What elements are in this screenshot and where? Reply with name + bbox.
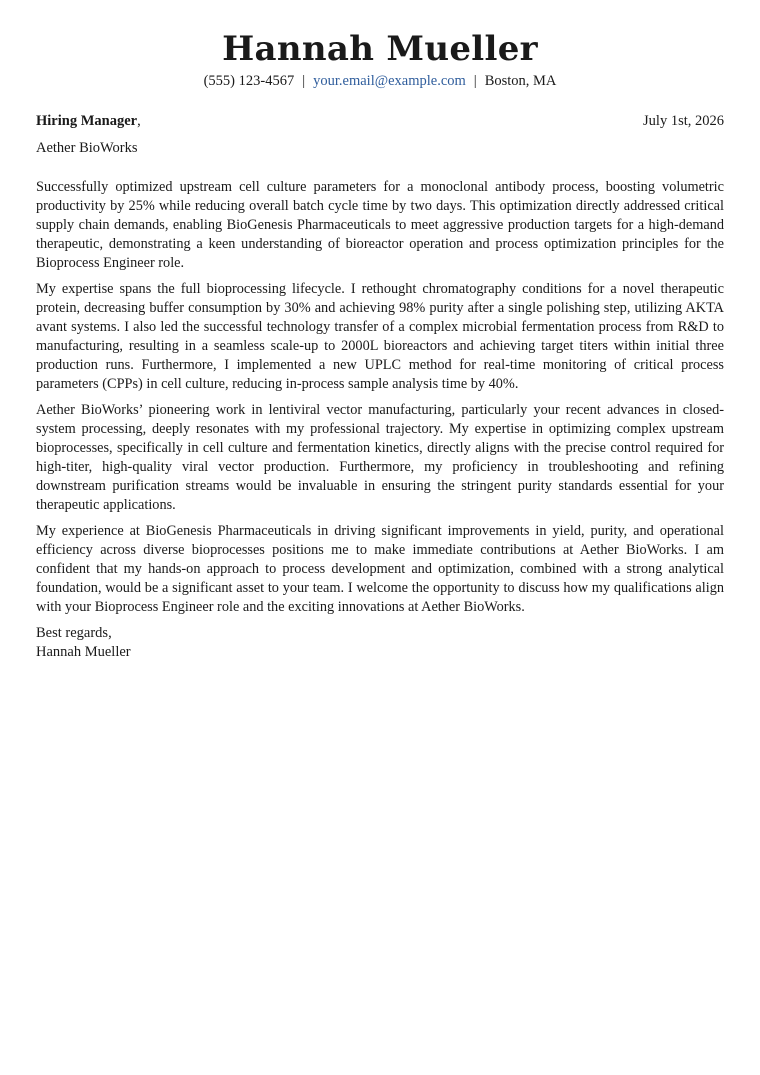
contact-line [36, 72, 724, 90]
recipient-company: Aether BioWorks [36, 140, 138, 156]
body-paragraph: Successfully optimized upstream cell culture parameters for a monoclonal antibody process, boosting volumetric productivity by 25% while reducing overall batch cycle time by two days. This optimization directly addressed critical supply chain demands, enabling BioGenesis Pharmaceuticals to meet aggressive production targets for a high-demand therapeutic, demonstrating a keen understanding of bioreactor operation and process optimization principles for the Bioprocess Engineer role. [36, 179, 724, 271]
contact-separator: | [473, 73, 477, 89]
recipient [36, 112, 141, 130]
applicant-name: Hannah Mueller [222, 29, 538, 69]
salutation-row [36, 112, 724, 130]
letter-date: July 1st, 2026 [643, 113, 724, 129]
email-link[interactable]: your.email@example.com [313, 73, 466, 89]
phone-number: (555) 123-4567 [203, 73, 295, 89]
body-paragraph: My experience at BioGenesis Pharmaceuticals in driving significant improvements in yield, purity, and operational efficiency across diverse bioprocesses positions me to make immediate contributions at Aether BioWorks. I am confident that my hands-on approach to process development and optimization, combined with a strong analytical foundation, would be a significant asset to your team. I welcome the opportunity to discuss how my qualifications align with your Bioprocess Engineer role and the exciting innovations at Aether BioWorks. [36, 523, 724, 615]
recipient-suffix: , [137, 113, 141, 129]
body-paragraph: My expertise spans the full bioprocessing lifecycle. I rethought chromatography conditions for a novel therapeutic protein, decreasing buffer consumption by 30% and achieving 98% purity after a single polishing step, utilizing AKTA avant systems. I also led the successful technology transfer of a complex microbial fermentation process from R&D to manufacturing, resulting in a seamless scale-up to 2000L bioreactors and achieving target titers within initial three production runs. Furthermore, I implemented a new UPLC method for real-time monitoring of critical process parameters (CPPs) in cell culture, reducing in-process sample analysis time by 40%. [36, 281, 724, 392]
signature-name: Hannah Mueller [36, 644, 131, 660]
location: Boston, MA [484, 73, 557, 89]
body-paragraph: Aether BioWorks’ pioneering work in lentiviral vector manufacturing, particularly your recent advances in closed-system processing, deeply resonates with my professional trajectory. My expertise in optimizing complex upstream bioprocesses, specifically in cell culture and fermentation kinetics, directly aligns with the precise control required for high-titer, high-quality viral vector production. Furthermore, my proficiency in troubleshooting and refining downstream purification streams would be invaluable in ensuring the stringent purity standards essential for your therapeutic applications. [36, 402, 724, 513]
closing-phrase: Best regards, [36, 625, 112, 641]
contact-separator: | [302, 73, 306, 89]
letter-body [36, 178, 724, 617]
recipient-name: Hiring Manager [36, 113, 138, 129]
closing-block [36, 624, 724, 662]
